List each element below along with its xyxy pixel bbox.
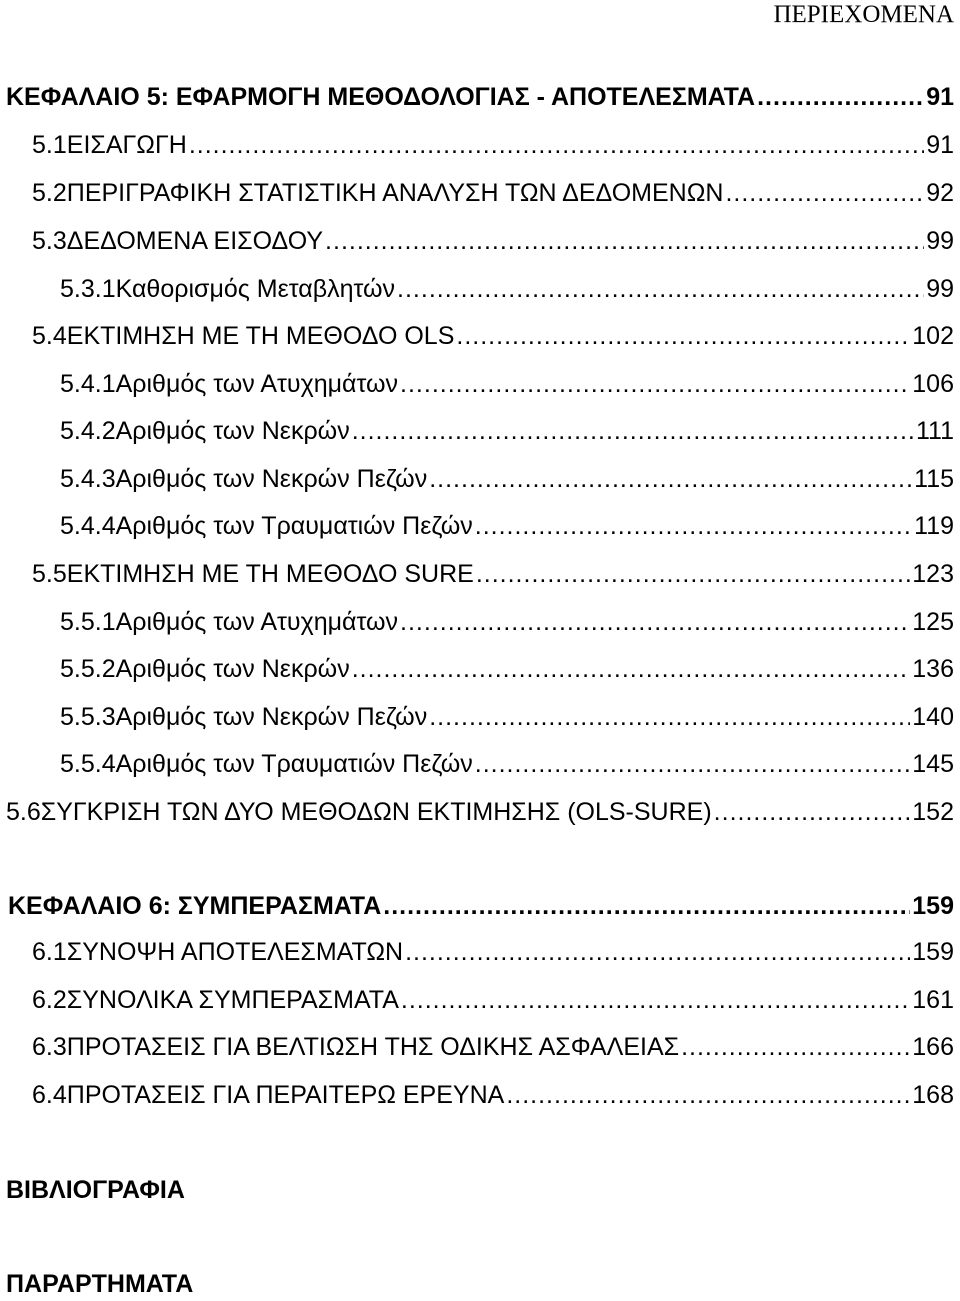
toc-entry-title: ΠΡΟΤΑΣΕΙΣ ΓΙΑ ΠΕΡΑΙΤΕΡΩ ΕΡΕΥΝΑ (66, 1081, 505, 1109)
toc-entry[interactable] (32, 935, 954, 969)
toc-entry-number: 5.1 (32, 131, 67, 159)
dot-leader (400, 605, 910, 639)
toc-page-number: 159 (912, 892, 954, 920)
toc-entry[interactable] (32, 983, 954, 1017)
toc-page-number: 99 (926, 275, 954, 303)
toc-entry-title: Αριθμός των Νεκρών (115, 655, 350, 683)
toc-entry-number: 5.2 (32, 179, 67, 207)
dot-leader (757, 80, 924, 114)
toc-entry[interactable] (32, 319, 954, 353)
dot-leader (352, 652, 911, 686)
toc-chapter-title: ΚΕΦΑΛΑΙΟ 5: ΕΦΑΡΜΟΓΗ ΜΕΘΟΔΟΛΟΓΙΑΣ - ΑΠΟΤΕΛΕΣΜΑΤΑ (6, 83, 756, 111)
dot-leader (383, 889, 910, 923)
toc-entry-title: ΕΚΤΙΜΗΣΗ ΜΕ ΤΗ ΜΕΘΟΔΟ OLS (66, 322, 455, 350)
dot-leader (189, 128, 924, 162)
toc-entry[interactable] (60, 462, 954, 496)
toc-entry-number: 5.4.3 (60, 465, 116, 493)
toc-entry-title: ΠΡΟΤΑΣΕΙΣ ΓΙΑ ΒΕΛΤΙΩΣΗ ΤΗΣ ΟΔΙΚΗΣ ΑΣΦΑΛΕΙΑΣ (66, 1033, 680, 1061)
toc-page-number: 152 (912, 798, 954, 826)
toc-entry-number: 5.4.1 (60, 370, 116, 398)
toc-entry[interactable] (32, 1030, 954, 1064)
dot-leader (405, 935, 910, 969)
dot-leader (476, 557, 910, 591)
toc-entry-title: ΕΙΣΑΓΩΓΗ (66, 131, 187, 159)
toc-entry-number: 5.6 (6, 798, 41, 826)
toc-entry-title: Αριθμός των Τραυματιών Πεζών (115, 512, 473, 540)
dot-leader (325, 224, 924, 258)
dot-leader (475, 747, 911, 781)
toc-entry-title: ΕΚΤΙΜΗΣΗ ΜΕ ΤΗ ΜΕΘΟΔΟ SURE (66, 560, 474, 588)
dot-leader (429, 700, 910, 734)
toc-entry-title: Καθορισμός Μεταβλητών (115, 275, 396, 303)
toc-entry[interactable] (60, 509, 954, 543)
toc-entry-title: Αριθμός των Ατυχημάτων (115, 370, 399, 398)
toc-chapter-title: ΚΕΦΑΛΑΙΟ 6: ΣΥΜΠΕΡΑΣΜΑΤΑ (8, 892, 382, 920)
toc-chapter-6[interactable] (8, 889, 954, 923)
toc-entry-number: 5.5.2 (60, 655, 116, 683)
page-header: ΠΕΡΙΕΧΟΜΕΝΑ (773, 1, 954, 28)
toc-entry-number: 6.4 (32, 1081, 67, 1109)
dot-leader (352, 414, 914, 448)
toc-entry-title: ΣΥΓΚΡΙΣΗ ΤΩΝ ΔΥΟ ΜΕΘΟΔΩΝ ΕΚΤΙΜΗΣΗΣ (OLS-SURE) (40, 798, 712, 826)
toc-page-number: 91 (926, 131, 954, 159)
toc-entry[interactable] (60, 700, 954, 734)
toc-entry[interactable] (32, 1078, 954, 1112)
toc-page-number: 91 (926, 83, 954, 111)
toc-page-number: 92 (926, 179, 954, 207)
toc-entry[interactable] (60, 652, 954, 686)
toc-page-number: 111 (915, 417, 954, 445)
toc-entry-number: 5.5.3 (60, 703, 116, 731)
toc-page-number: 119 (914, 512, 954, 540)
dot-leader (456, 319, 910, 353)
toc-entry-number: 6.2 (32, 986, 67, 1014)
toc-page-number: 168 (912, 1081, 954, 1109)
toc-entry-title: Αριθμός των Νεκρών (115, 417, 350, 445)
toc-entry[interactable] (6, 795, 954, 829)
toc-entry-number: 5.4 (32, 322, 67, 350)
toc-entry[interactable] (32, 557, 954, 591)
toc-entry[interactable] (60, 605, 954, 639)
dot-leader (397, 272, 924, 306)
toc-page-number: 145 (912, 750, 954, 778)
toc-entry-number: 6.1 (32, 938, 67, 966)
toc-page-number: 106 (912, 370, 954, 398)
toc-entry-number: 5.3.1 (60, 275, 116, 303)
toc-page-number: 166 (912, 1033, 954, 1061)
toc-entry-title: Αριθμός των Νεκρών Πεζών (115, 703, 428, 731)
toc-entry-number: 5.4.2 (60, 417, 116, 445)
toc-entry-title: Αριθμός των Ατυχημάτων (115, 608, 399, 636)
toc-entry-number: 5.5 (32, 560, 67, 588)
toc-page-number: 161 (912, 986, 954, 1014)
toc-entry[interactable] (60, 367, 954, 401)
toc-page-number: 99 (926, 227, 954, 255)
toc-entry[interactable] (32, 224, 954, 258)
toc-chapter-5[interactable] (6, 80, 954, 114)
toc-entry-number: 5.5.4 (60, 750, 116, 778)
dot-leader (400, 367, 910, 401)
dot-leader (681, 1030, 910, 1064)
toc-entry-number: 6.3 (32, 1033, 67, 1061)
toc-entry-number: 5.3 (32, 227, 67, 255)
toc-entry-number: 5.4.4 (60, 512, 116, 540)
toc-entry[interactable] (32, 128, 954, 162)
dot-leader (506, 1078, 910, 1112)
toc-entry-title: ΔΕΔΟΜΕΝΑ ΕΙΣΟΔΟΥ (66, 227, 324, 255)
toc-bibliography[interactable]: ΒΙΒΛΙΟΓΡΑΦΙΑ (6, 1176, 185, 1204)
dot-leader (714, 795, 911, 829)
toc-entry-title: ΣΥΝΟΨΗ ΑΠΟΤΕΛΕΣΜΑΤΩΝ (66, 938, 404, 966)
dot-leader (429, 462, 912, 496)
toc-page-number: 136 (912, 655, 954, 683)
toc-entry[interactable] (60, 747, 954, 781)
toc-entry-title: ΣΥΝΟΛΙΚΑ ΣΥΜΠΕΡΑΣΜΑΤΑ (66, 986, 399, 1014)
dot-leader (725, 176, 924, 210)
toc-entry-title: ΠΕΡΙΓΡΑΦΙΚΗ ΣΤΑΤΙΣΤΙΚΗ ΑΝΑΛΥΣΗ ΤΩΝ ΔΕΔΟΜΕΝΩΝ (66, 179, 724, 207)
dot-leader (475, 509, 912, 543)
toc-entry[interactable] (60, 272, 954, 306)
toc-page-number: 159 (912, 938, 954, 966)
toc-page-number: 125 (912, 608, 954, 636)
toc-entry-title: Αριθμός των Τραυματιών Πεζών (115, 750, 473, 778)
dot-leader (401, 983, 910, 1017)
toc-page-number: 140 (912, 703, 954, 731)
toc-page-number: 123 (912, 560, 954, 588)
toc-appendices[interactable]: ΠΑΡΑΡΤΗΜΑΤΑ (6, 1270, 194, 1298)
toc-page-number: 115 (914, 465, 954, 493)
toc-entry[interactable] (60, 414, 954, 448)
toc-page-number: 102 (912, 322, 954, 350)
toc-entry-title: Αριθμός των Νεκρών Πεζών (115, 465, 428, 493)
toc-entry-number: 5.5.1 (60, 608, 116, 636)
toc-entry[interactable] (32, 176, 954, 210)
